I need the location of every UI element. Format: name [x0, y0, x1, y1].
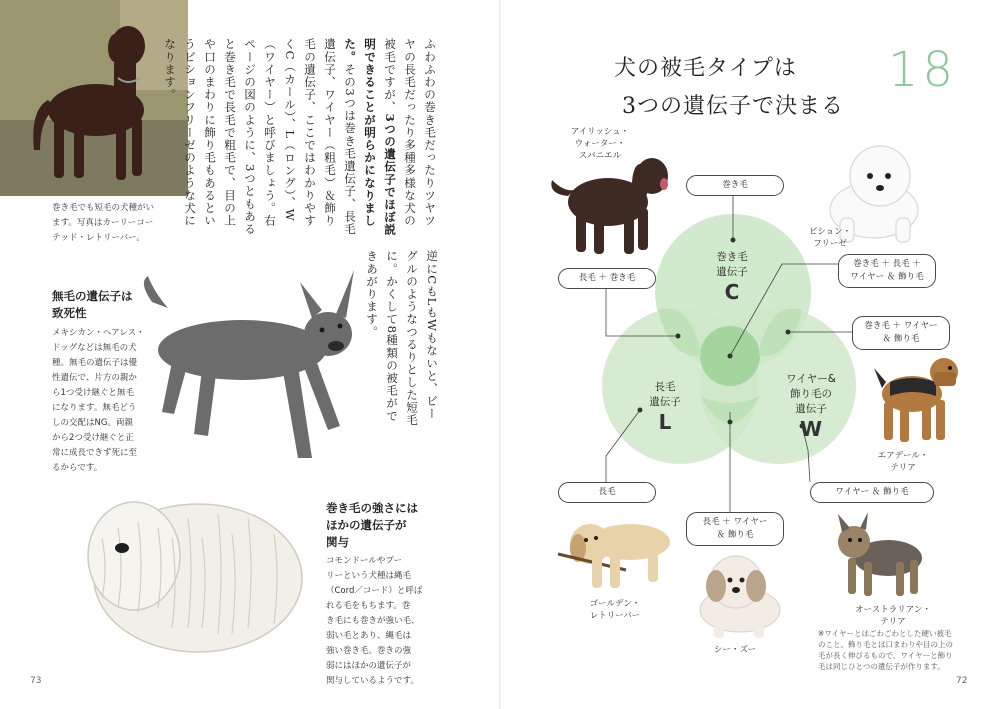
- label-wire: ワイヤー ＆ 飾り毛: [810, 482, 934, 503]
- dog-name-golden: ゴールデン・ レトリーバー: [589, 599, 641, 621]
- dog-name-bichon-frise: ビション・ フリーゼ: [808, 227, 852, 249]
- dog-name-shih-tzu: シー・ズー: [713, 645, 757, 655]
- australian-terrier-illustration: [826, 508, 930, 600]
- label-curly: 巻き毛: [686, 175, 784, 196]
- dog-name-airedale: エアデール・ テリア: [877, 451, 929, 473]
- label-curly-long-wire: 巻き毛 ＋ 長毛 ＋ ワイヤー ＆ 飾り毛: [838, 254, 936, 288]
- label-long: 長毛: [558, 482, 656, 503]
- shih-tzu-illustration: [684, 546, 788, 642]
- gene-w-label: ワイヤー& 飾り毛の 遺伝子 W: [786, 373, 836, 441]
- chapter-number: 18: [888, 42, 958, 98]
- gene-l-label: 長毛 遺伝子 L: [649, 381, 681, 434]
- komondor-illustration: [78, 478, 310, 666]
- footnote: ※ワイヤーとはごわごわとした硬い被毛 のこと。飾り毛とは口まわりや目の上の 毛が長く伸びるもので、ワイヤーと飾り 毛は同じひとつの遺伝子が作ります。: [818, 629, 953, 671]
- airedale-terrier-illustration: [860, 348, 964, 448]
- dog-name-australian-terrier: オーストラリアン・ テリア: [855, 605, 931, 627]
- label-long-curly: 長毛 ＋ 巻き毛: [558, 268, 656, 289]
- hairless-heading: 無毛の遺伝子は 致死性: [52, 289, 133, 320]
- main-body-text: ふわふわの巻き毛だったりツヤツヤの長毛だったり多種多様な犬の被毛ですが、3つの遺伝子でほぼ説明できることが明らかになりました。その3つは巻き毛遺伝子、長毛遺伝子、ワイヤー（粗毛）＆飾り毛の遺伝子、ここではわかりやすくC（カール）、L（ロング）、W（ワイヤー）と呼びましょう。右ページの図のように、3つともあると巻き毛で長毛で粗毛で、目の上や口のまわりに飾り毛もあるというビションフリーゼのような犬になります。: [163, 38, 437, 237]
- main-body-text-cont: 逆にCもLもWもないと、ビーグルのようなつるりとした短毛に。かくして8種類の被毛ができあがります。: [365, 250, 439, 427]
- page-gutter: [499, 0, 501, 709]
- golden-retriever-illustration: [556, 508, 678, 596]
- dog-name-irish-water-spaniel: アイリッシュ・ ウォーター・ スパニエル: [570, 127, 630, 161]
- page-title: 犬の被毛タイプは 3つの遺伝子で決まる: [614, 56, 844, 119]
- hairless-body: メキシカン・ヘアレス・ ドッグなどは無毛の犬 種。無毛の遺伝子は優 性遺伝で、片方の親か ら1つ受け継ぐと無毛 になります。無毛どう しの交配はNG。両親 から2つ受け継ぐと正 常に成長できず死に至 るからです。: [52, 328, 145, 473]
- label-long-wire: 長毛 ＋ ワイヤー ＆ 飾り毛: [686, 512, 784, 546]
- gene-c-label: 巻き毛 遺伝子 C: [716, 251, 748, 304]
- page-number-left: 73: [30, 676, 42, 686]
- label-curly-wire: 巻き毛 ＋ ワイヤー ＆ 飾り毛: [852, 316, 950, 350]
- curl-strength-body: コモンドールやプー リーという犬種は縄毛 （Cord／コード）と呼ば れる毛をもちます。巻 き毛にも巻きが強い毛、 弱い毛とあり、縄毛は 強い巻き毛。巻きの強 弱にはほかの遺伝子が 関与しているようです。: [326, 556, 423, 686]
- photo-caption: 巻き毛でも短毛の犬種がい ます。写真はカーリーコー テッド・レトリーバー。: [52, 203, 155, 243]
- page-number-right: 72: [956, 676, 968, 686]
- curl-strength-heading: 巻き毛の強さには ほかの遺伝子が 関与: [326, 501, 418, 549]
